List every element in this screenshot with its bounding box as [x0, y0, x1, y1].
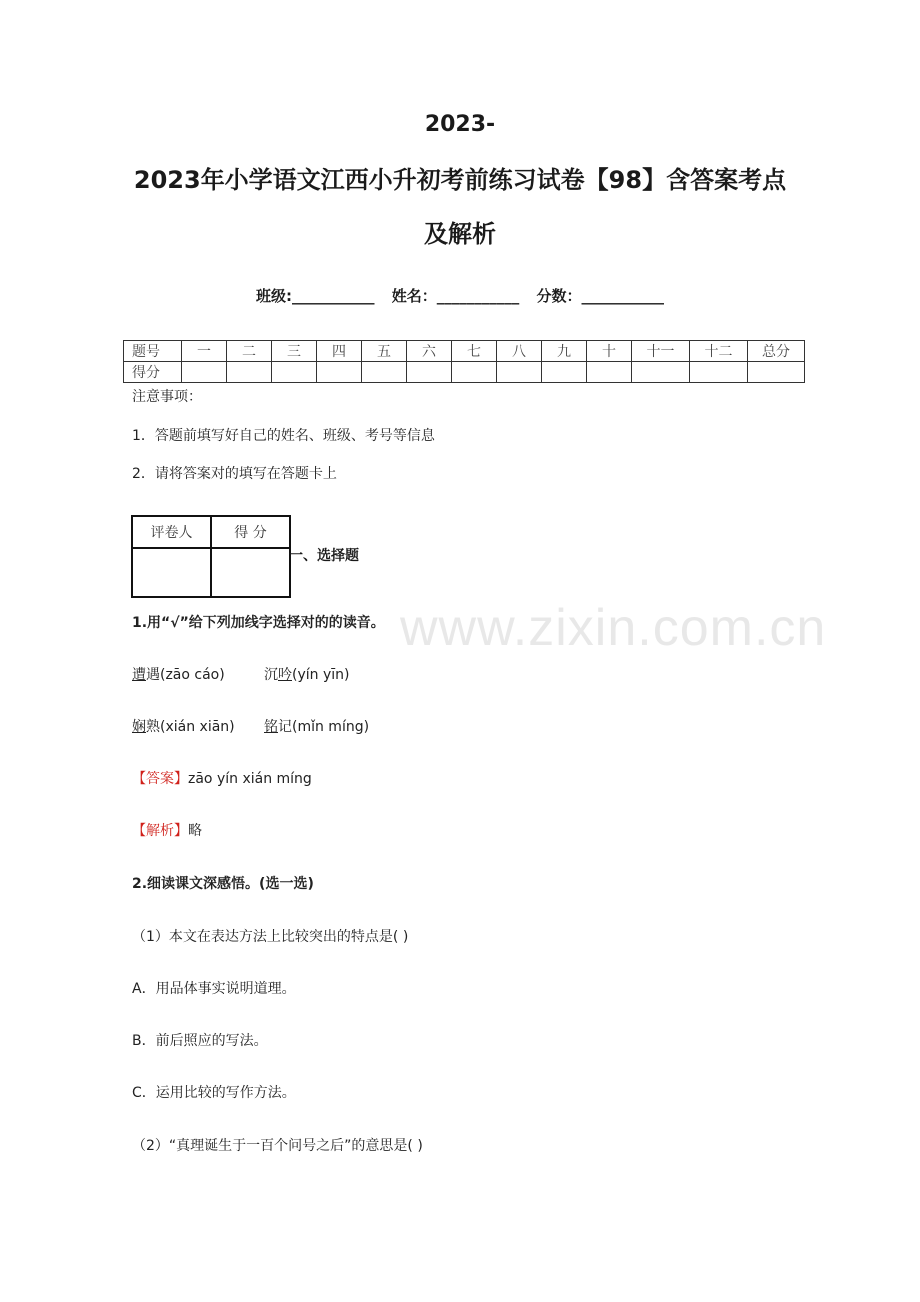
- title-year: 2023-: [424, 112, 496, 137]
- question-1-option: [132, 664, 225, 684]
- score-cell: 十一: [632, 341, 690, 362]
- analysis-line: [132, 820, 202, 840]
- score-field: 分数：___________: [536, 287, 664, 305]
- question-2-sub1: （1）本文在表达方法上比较突出的特点是( ): [132, 929, 409, 945]
- note-item: 1．答题前填写好自己的姓名、班级、考号等信息: [132, 428, 435, 444]
- answer-tag: 【答案】: [132, 771, 188, 787]
- score-table-score-row: [124, 362, 805, 383]
- score-blank-cell[interactable]: [542, 362, 587, 383]
- score-cell: 十: [587, 341, 632, 362]
- class-field: 班级:___________: [256, 287, 375, 305]
- grader-score-blank[interactable]: [211, 548, 290, 597]
- option-text: 熟(xián xiān): [146, 719, 235, 735]
- option-text: (yín yīn): [292, 667, 350, 683]
- score-cell: 六: [407, 341, 452, 362]
- name-field: 姓名：___________: [391, 287, 520, 305]
- question-2-text: 2.细读课文深感悟。(选一选): [132, 876, 314, 892]
- score-blank-cell[interactable]: [362, 362, 407, 383]
- question-1-option: [264, 716, 369, 736]
- score-blank-cell[interactable]: [227, 362, 272, 383]
- score-cell: 八: [497, 341, 542, 362]
- watermark: www.zixin.com.cn: [400, 599, 827, 657]
- note-item: 2．请将答案对的填写在答题卡上: [132, 466, 337, 482]
- score-blank-cell[interactable]: [632, 362, 690, 383]
- score-row-label: 得分: [124, 362, 182, 383]
- grader-box: [131, 515, 291, 598]
- section-title: 一、选择题: [289, 548, 359, 564]
- option-text: 遇(zāo cáo): [146, 667, 225, 683]
- score-blank-cell[interactable]: [497, 362, 542, 383]
- score-blank-cell[interactable]: [748, 362, 805, 383]
- score-cell: 二: [227, 341, 272, 362]
- score-cell: 题号: [124, 341, 182, 362]
- grader-score-label: 得 分: [211, 516, 290, 548]
- score-cell: 三: [272, 341, 317, 362]
- score-cell: 九: [542, 341, 587, 362]
- document-title: 2023年小学语文江西小升初考前练习试卷【98】含答案考点: [133, 166, 787, 194]
- choice-b: B．前后照应的写法。: [132, 1033, 268, 1049]
- score-blank-cell[interactable]: [317, 362, 362, 383]
- score-blank-cell[interactable]: [407, 362, 452, 383]
- score-cell: 一: [182, 341, 227, 362]
- question-1-option: [132, 716, 235, 736]
- student-info-line: [0, 285, 920, 306]
- score-cell: 五: [362, 341, 407, 362]
- underlined-char: 吟: [278, 667, 292, 683]
- question-2-stem: [132, 873, 314, 893]
- analysis-tag: 【解析】: [132, 823, 188, 839]
- grader-reviewer-blank[interactable]: [132, 548, 211, 597]
- score-table-header-row: [124, 341, 805, 362]
- question-1-text: 1.用“√”给下列加线字选择对的的读音。: [132, 615, 385, 631]
- question-1-stem: [132, 612, 385, 632]
- notes-heading: 注意事项：: [132, 389, 202, 405]
- underlined-char: 娴: [132, 719, 146, 735]
- score-blank-cell[interactable]: [587, 362, 632, 383]
- analysis-text: 略: [188, 823, 202, 839]
- underlined-char: 铭: [264, 719, 278, 735]
- score-cell: 十二: [690, 341, 748, 362]
- score-cell: 总分: [748, 341, 805, 362]
- underlined-char: 遭: [132, 667, 146, 683]
- score-table: [123, 340, 805, 383]
- score-blank-cell[interactable]: [690, 362, 748, 383]
- answer-text: zāo yín xián míng: [188, 771, 312, 787]
- question-1-option: [264, 664, 349, 684]
- document-title-continued: 及解析: [424, 220, 496, 248]
- grader-reviewer-label: 评卷人: [132, 516, 211, 548]
- choice-a: A．用品体事实说明道理。: [132, 981, 296, 997]
- score-cell: 四: [317, 341, 362, 362]
- score-cell: 七: [452, 341, 497, 362]
- score-blank-cell[interactable]: [182, 362, 227, 383]
- choice-c: C．运用比较的写作方法。: [132, 1085, 296, 1101]
- option-text: 沉: [264, 667, 278, 683]
- option-text: 记(mǐn míng): [278, 719, 370, 735]
- answer-line: [132, 768, 312, 788]
- score-blank-cell[interactable]: [272, 362, 317, 383]
- question-2-sub2: （2）“真理诞生于一百个问号之后”的意思是( ): [132, 1138, 423, 1154]
- score-blank-cell[interactable]: [452, 362, 497, 383]
